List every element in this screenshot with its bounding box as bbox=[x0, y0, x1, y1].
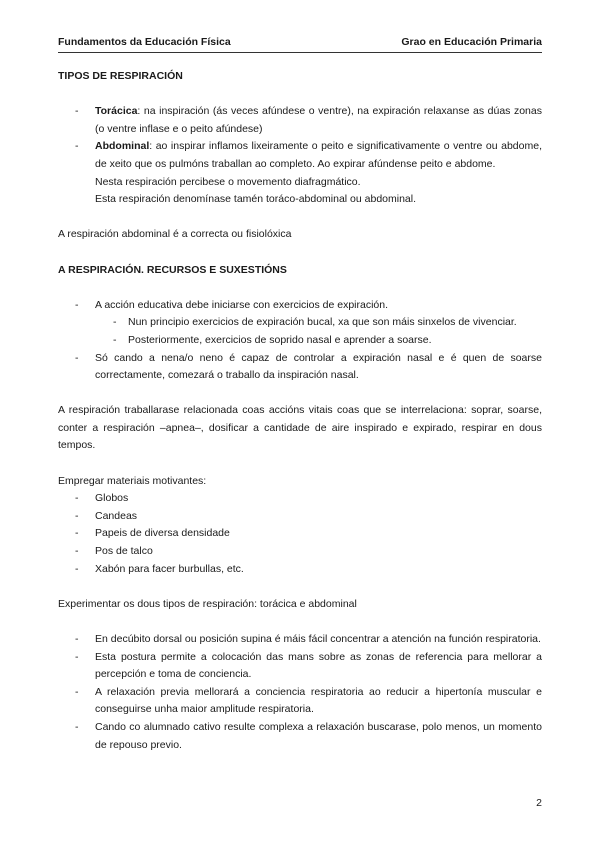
note-diaphragm: Nesta respiración percibese o movemento diafragmático. bbox=[95, 175, 361, 188]
page-content bbox=[58, 68, 542, 754]
list-item: - Pos de talco bbox=[75, 545, 153, 558]
list-item: - Só cando a nena/o neno é capaz de controlar a expiración nasal e é quen de soarse correctamente, comezará o traballo da inspiración nasal. bbox=[75, 351, 542, 382]
list-item: - Cando co alumnado cativo resulte complexa a relaxación buscarase, polo menos, un momento de repouso previo. bbox=[75, 720, 542, 751]
header-divider bbox=[58, 52, 542, 53]
materials-list bbox=[58, 490, 542, 578]
list-item-thoracic: - Torácica: na inspiración (ás veces afúndese o ventre), na expiración relaxanse as dúas zonas (o ventre inflase e o peito afúndese) bbox=[75, 105, 542, 135]
sub-list-item: - Posteriormente, exercicios de soprido nasal e aprender a soarse. bbox=[113, 333, 432, 346]
term-thoracic: Torácica bbox=[95, 105, 138, 118]
list-item: - Candeas bbox=[75, 509, 138, 522]
page-number: 2 bbox=[536, 797, 542, 809]
materials-intro: Empregar materiais motivantes: bbox=[58, 474, 207, 487]
breathing-types-list bbox=[58, 103, 542, 173]
sub-list-item: - Nun principio exercicios de expiración bucal, xa que son máis sinxelos de vivenciar. bbox=[113, 316, 517, 329]
list-item: - A acción educativa debe iniciarse con exercicios de expiración. bbox=[75, 298, 389, 311]
resources-list bbox=[58, 297, 542, 385]
conclusion-text: A respiración abdominal é a correcta ou fisiolóxica bbox=[58, 228, 292, 241]
experiment-intro: Experimentar os dous tipos de respiración: torácica e abdominal bbox=[58, 597, 357, 610]
page-header bbox=[58, 36, 542, 50]
header-degree-title: Grao en Educación Primaria bbox=[401, 36, 542, 48]
list-item: - Globos bbox=[75, 492, 129, 505]
list-item: - En decúbito dorsal ou posición supina é máis fácil concentrar a atención na función respiratoria. bbox=[75, 633, 541, 645]
section-heading-breathing-types: TIPOS DE RESPIRACIÓN bbox=[58, 70, 183, 82]
header-course-title: Fundamentos da Educación Física bbox=[58, 36, 231, 48]
note-denomination: Esta respiración denomínase tamén toráco-abdominal ou abdominal. bbox=[95, 193, 417, 206]
list-item: - Esta postura permite a colocación das mans sobre as zonas de referencia para mellorar a percepción e toma de conciencia. bbox=[75, 650, 542, 681]
list-item: - Xabón para facer burbullas, etc. bbox=[75, 562, 244, 575]
list-item-abdominal: - Abdominal: ao inspirar inflamos lixeiramente o peito e significativamente o ventre ou abdome, de xeito que os pulmóns traballan ao completo. Ao expirar afúndense peito e abdome. bbox=[75, 140, 542, 170]
term-abdominal: Abdominal bbox=[95, 140, 150, 153]
experiment-list bbox=[58, 631, 542, 754]
list-item: - Papeis de diversa densidade bbox=[75, 527, 230, 540]
paragraph-vital-actions: A respiración traballarase relacionada coas accións vitais coas que se interrelaciona: soprar, soarse, conter a respiración –apnea–, dosificar a cantidade de aire inspirado e expirado, respirar en dous tempos. bbox=[58, 404, 542, 452]
list-item: - A relaxación previa mellorará a conciencia respiratoria ao reducir a hipertonía muscular e conseguirse unha maior amplitude respiratoria. bbox=[75, 685, 542, 716]
section-heading-resources: A RESPIRACIÓN. RECURSOS E SUXESTIÓNS bbox=[58, 263, 287, 276]
